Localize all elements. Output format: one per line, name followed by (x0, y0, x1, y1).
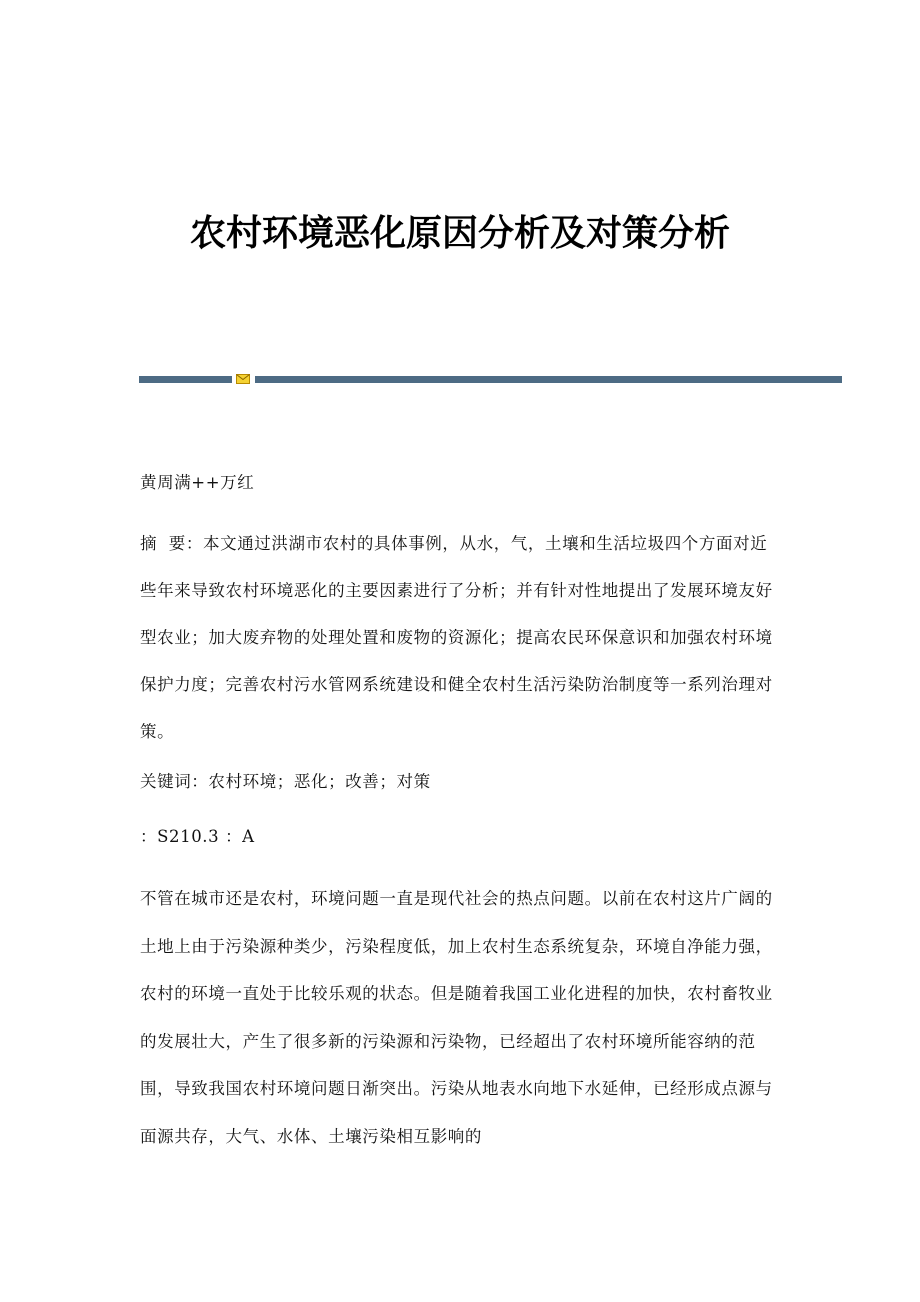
abstract-text: 本文通过洪湖市农村的具体事例，从水，气，土壤和生活垃圾四个方面对近些年来导致农村环境恶化的主要因素进行了分析；并有针对性地提出了发展环境友好型农业；加大废弃物的处理处置和废物的资源化；提高农民环保意识和加强农村环境保护力度；完善农村污水管网系统建设和健全农村生活污染防治制度等一系列治理对策。 (140, 534, 773, 741)
keywords-text: 农村环境；恶化；改善；对策 (208, 772, 431, 791)
body-paragraph: 不管在城市还是农村，环境问题一直是现代社会的热点问题。以前在农村这片广阔的土地上由于污染源种类少，污染程度低，加上农村生态系统复杂，环境自净能力强，农村的环境一直处于比较乐观的状态。但是随着我国工业化进程的加快，农村畜牧业的发展壮大，产生了很多新的污染源和污染物，已经超出了农村环境所能容纳的范围，导致我国农村环境问题日渐突出。污染从地表水向地下水延伸，已经形成点源与面源共存，大气、水体、土壤污染相互影响的 (140, 889, 773, 1146)
envelope-icon (236, 374, 250, 384)
abstract-label: 摘 要： (140, 534, 203, 553)
keywords (140, 765, 780, 799)
keywords-label: 关键词： (140, 772, 209, 791)
divider-right-segment (255, 376, 842, 383)
document-body (140, 468, 780, 1161)
title-divider (139, 376, 842, 384)
page-title: 农村环境恶化原因分析及对策分析 (189, 212, 730, 254)
divider-left-segment (139, 376, 232, 383)
abstract (140, 520, 780, 755)
author-line: 黄周满++万红 (140, 473, 255, 492)
classification-line: ：S210.3 ：A (140, 827, 255, 846)
